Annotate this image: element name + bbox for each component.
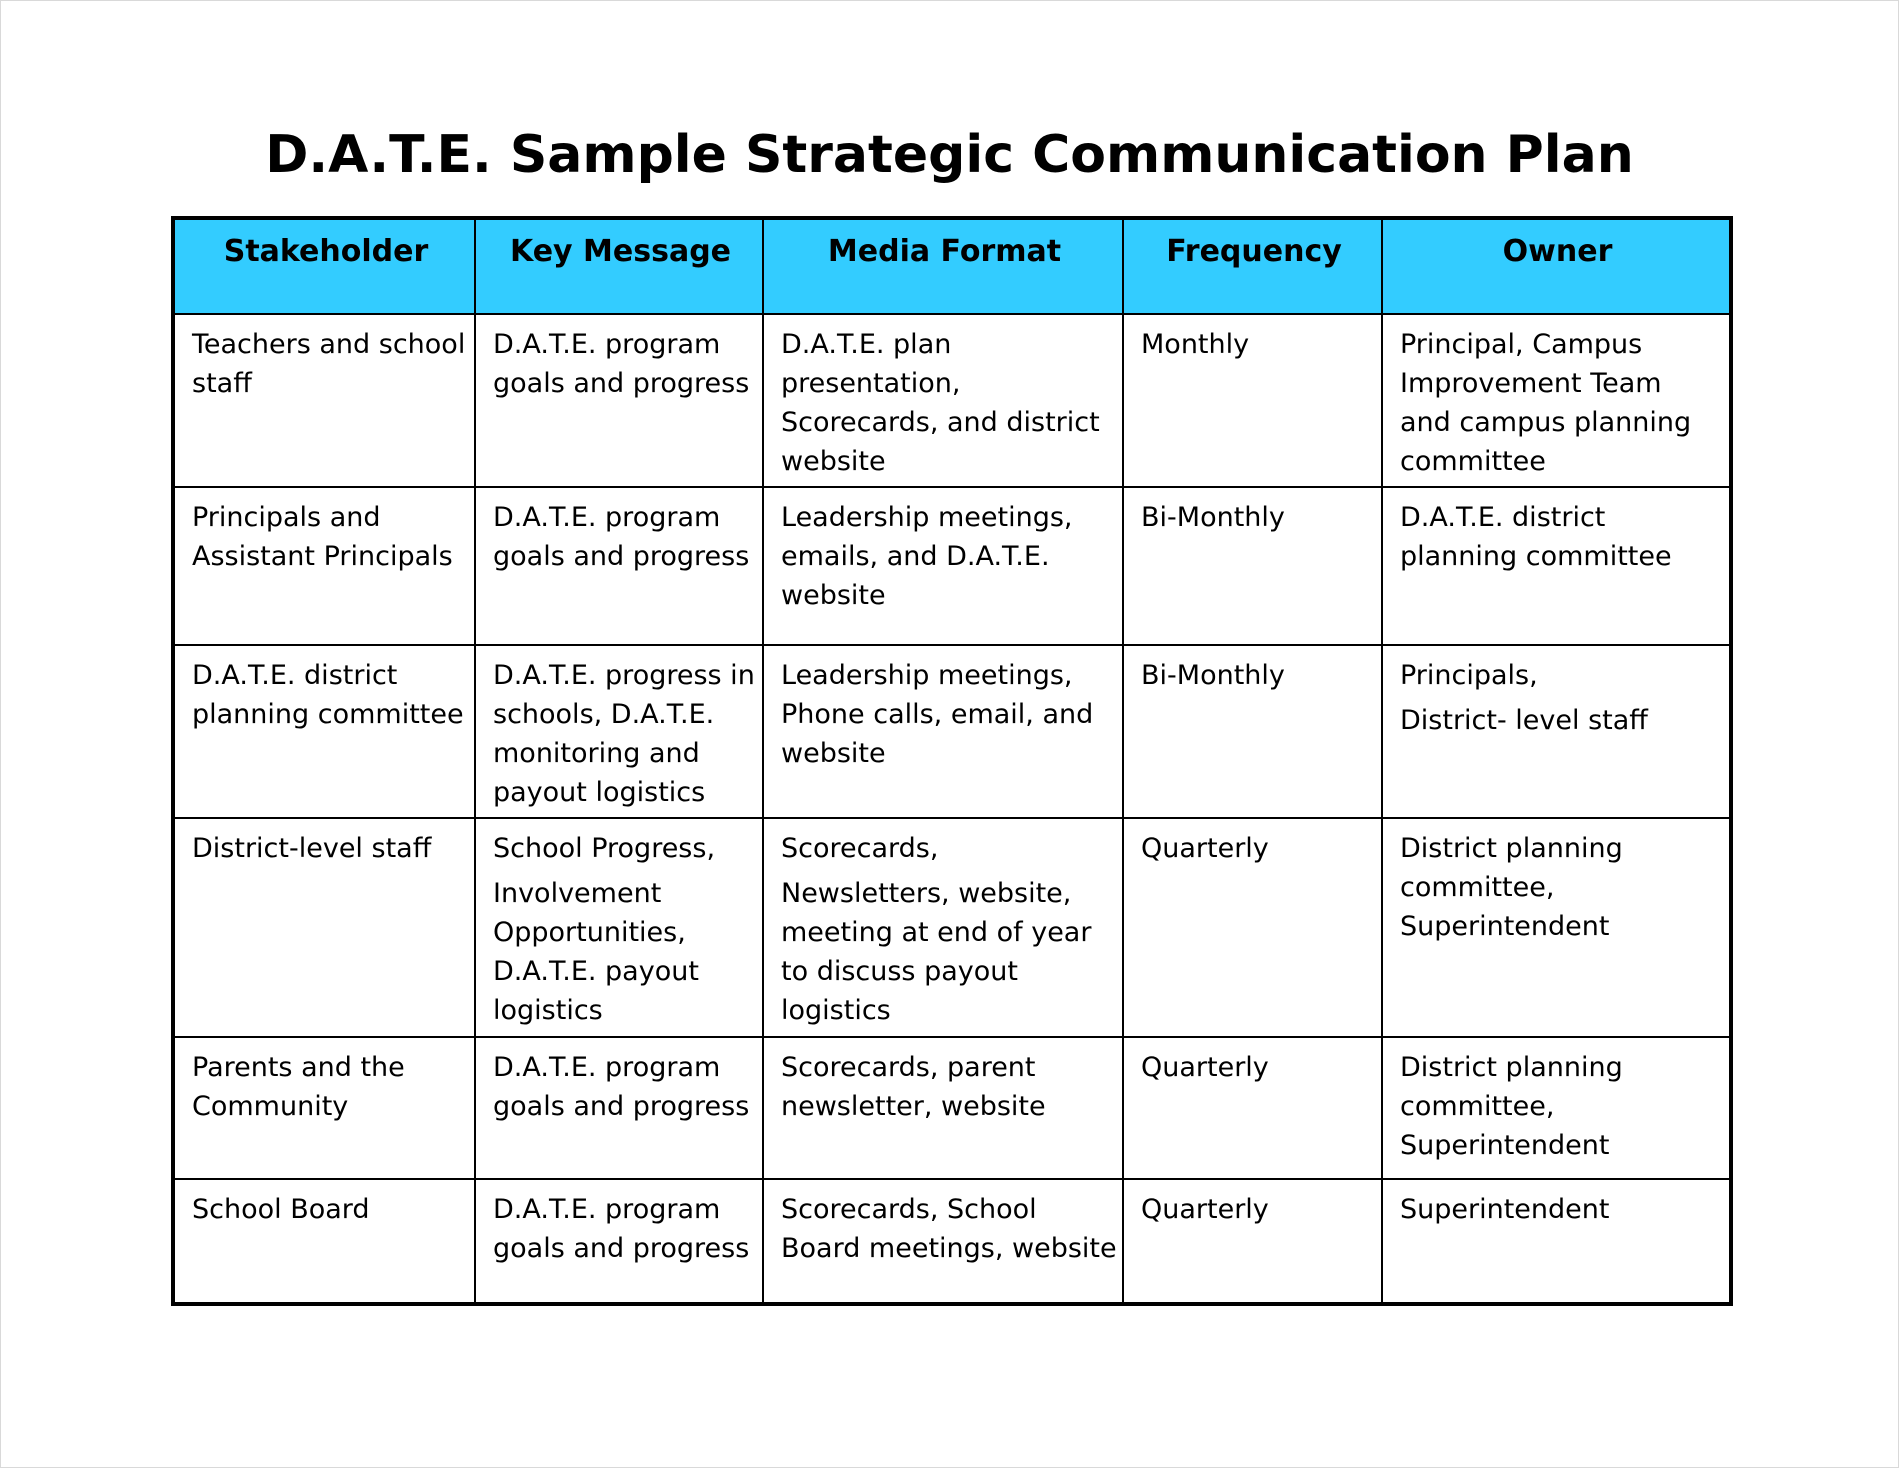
cell-media-format: [763, 645, 1123, 818]
cell-stakeholder: [173, 1179, 475, 1304]
cell-line: D.A.T.E. program: [493, 329, 721, 360]
cell-line: District planning: [1400, 833, 1623, 864]
table-row: [173, 1179, 1731, 1304]
column-header-stakeholder: Stakeholder: [173, 218, 475, 314]
cell-line: D.A.T.E. program: [493, 1194, 721, 1225]
cell-line: Bi-Monthly: [1141, 502, 1285, 533]
cell-line: committee,: [1400, 1091, 1555, 1122]
cell-media-format: [763, 1179, 1123, 1304]
cell-frequency: [1123, 1037, 1382, 1179]
cell-line: Quarterly: [1141, 833, 1269, 864]
cell-line: emails, and D.A.T.E.: [781, 541, 1050, 572]
cell-key-message: [475, 1179, 763, 1304]
cell-line: Leadership meetings,: [781, 660, 1073, 691]
cell-line: Scorecards,: [781, 833, 939, 864]
cell-line: District- level staff: [1400, 705, 1648, 736]
cell-line: D.A.T.E. program: [493, 502, 721, 533]
cell-key-message: [475, 818, 763, 1037]
cell-line: committee,: [1400, 872, 1555, 903]
cell-line: D.A.T.E. program: [493, 1052, 721, 1083]
column-header-media-format: Media Format: [763, 218, 1123, 314]
cell-line: Scorecards, parent: [781, 1052, 1036, 1083]
cell-owner: [1382, 1037, 1731, 1179]
document-title: D.A.T.E. Sample Strategic Communication Plan: [265, 125, 1634, 185]
cell-line: website: [781, 580, 886, 611]
table-header-row: [173, 218, 1731, 314]
cell-stakeholder: [173, 487, 475, 645]
column-header-frequency: Frequency: [1123, 218, 1382, 314]
cell-line: schools, D.A.T.E.: [493, 699, 715, 730]
cell-line: Superintendent: [1400, 1194, 1610, 1225]
cell-line: Community: [192, 1091, 349, 1122]
cell-line: Principals and: [192, 502, 381, 533]
cell-line: planning committee: [192, 699, 464, 730]
cell-line: monitoring and: [493, 738, 700, 769]
cell-owner: [1382, 818, 1731, 1037]
cell-line: D.A.T.E. district: [1400, 502, 1606, 533]
cell-owner: [1382, 645, 1731, 818]
cell-line: District-level staff: [192, 833, 432, 864]
cell-owner: [1382, 487, 1731, 645]
cell-line: planning committee: [1400, 541, 1672, 572]
cell-line: Scorecards, School: [781, 1194, 1037, 1225]
cell-owner: [1382, 314, 1731, 487]
cell-key-message: [475, 645, 763, 818]
table-row: [173, 818, 1731, 1037]
cell-line: newsletter, website: [781, 1091, 1046, 1122]
cell-line: logistics: [493, 995, 603, 1026]
cell-stakeholder: [173, 1037, 475, 1179]
cell-line: School Board: [192, 1194, 370, 1225]
cell-line: Bi-Monthly: [1141, 660, 1285, 691]
cell-media-format: [763, 314, 1123, 487]
cell-line: Quarterly: [1141, 1052, 1269, 1083]
cell-line: Board meetings, website: [781, 1233, 1117, 1264]
cell-line: Parents and the: [192, 1052, 405, 1083]
table-row: [173, 314, 1731, 487]
cell-line: presentation,: [781, 368, 961, 399]
table-row: [173, 487, 1731, 645]
cell-line: Principals,: [1400, 660, 1538, 691]
cell-line: committee: [1400, 446, 1546, 477]
table-row: [173, 645, 1731, 818]
cell-frequency: [1123, 1179, 1382, 1304]
cell-line: website: [781, 446, 886, 477]
cell-line: D.A.T.E. district: [192, 660, 398, 691]
cell-line: Scorecards, and district: [781, 407, 1100, 438]
cell-line: Newsletters, website,: [781, 878, 1072, 909]
cell-line: staff: [192, 368, 252, 399]
column-header-key-message: Key Message: [475, 218, 763, 314]
cell-line: Phone calls, email, and: [781, 699, 1094, 730]
cell-line: Improvement Team: [1400, 368, 1662, 399]
cell-line: goals and progress: [493, 1233, 750, 1264]
cell-line: Monthly: [1141, 329, 1250, 360]
cell-line: website: [781, 738, 886, 769]
cell-frequency: [1123, 645, 1382, 818]
cell-line: Assistant Principals: [192, 541, 453, 572]
cell-line: District planning: [1400, 1052, 1623, 1083]
cell-line: goals and progress: [493, 541, 750, 572]
cell-line: D.A.T.E. plan: [781, 329, 952, 360]
cell-line: D.A.T.E. progress in: [493, 660, 755, 691]
cell-line: School Progress,: [493, 833, 716, 864]
cell-line: goals and progress: [493, 368, 750, 399]
cell-stakeholder: [173, 818, 475, 1037]
cell-line: goals and progress: [493, 1091, 750, 1122]
cell-stakeholder: [173, 645, 475, 818]
cell-line: to discuss payout: [781, 956, 1018, 987]
cell-line: and campus planning: [1400, 407, 1692, 438]
cell-media-format: [763, 1037, 1123, 1179]
cell-line: Quarterly: [1141, 1194, 1269, 1225]
cell-line: Superintendent: [1400, 1130, 1610, 1161]
communication-plan-table: [171, 216, 1733, 1306]
cell-line: D.A.T.E. payout: [493, 956, 699, 987]
cell-key-message: [475, 1037, 763, 1179]
cell-stakeholder: [173, 314, 475, 487]
cell-key-message: [475, 314, 763, 487]
cell-frequency: [1123, 487, 1382, 645]
cell-owner: [1382, 1179, 1731, 1304]
cell-line: Superintendent: [1400, 911, 1610, 942]
cell-media-format: [763, 818, 1123, 1037]
cell-line: logistics: [781, 995, 891, 1026]
cell-line: Leadership meetings,: [781, 502, 1073, 533]
cell-line: payout logistics: [493, 777, 706, 808]
cell-line: Involvement: [493, 878, 662, 909]
cell-line: Teachers and school: [192, 329, 466, 360]
cell-line: meeting at end of year: [781, 917, 1092, 948]
cell-line: Opportunities,: [493, 917, 686, 948]
cell-frequency: [1123, 314, 1382, 487]
cell-line: Principal, Campus: [1400, 329, 1643, 360]
cell-frequency: [1123, 818, 1382, 1037]
cell-media-format: [763, 487, 1123, 645]
cell-key-message: [475, 487, 763, 645]
column-header-owner: Owner: [1382, 218, 1731, 314]
table-row: [173, 1037, 1731, 1179]
